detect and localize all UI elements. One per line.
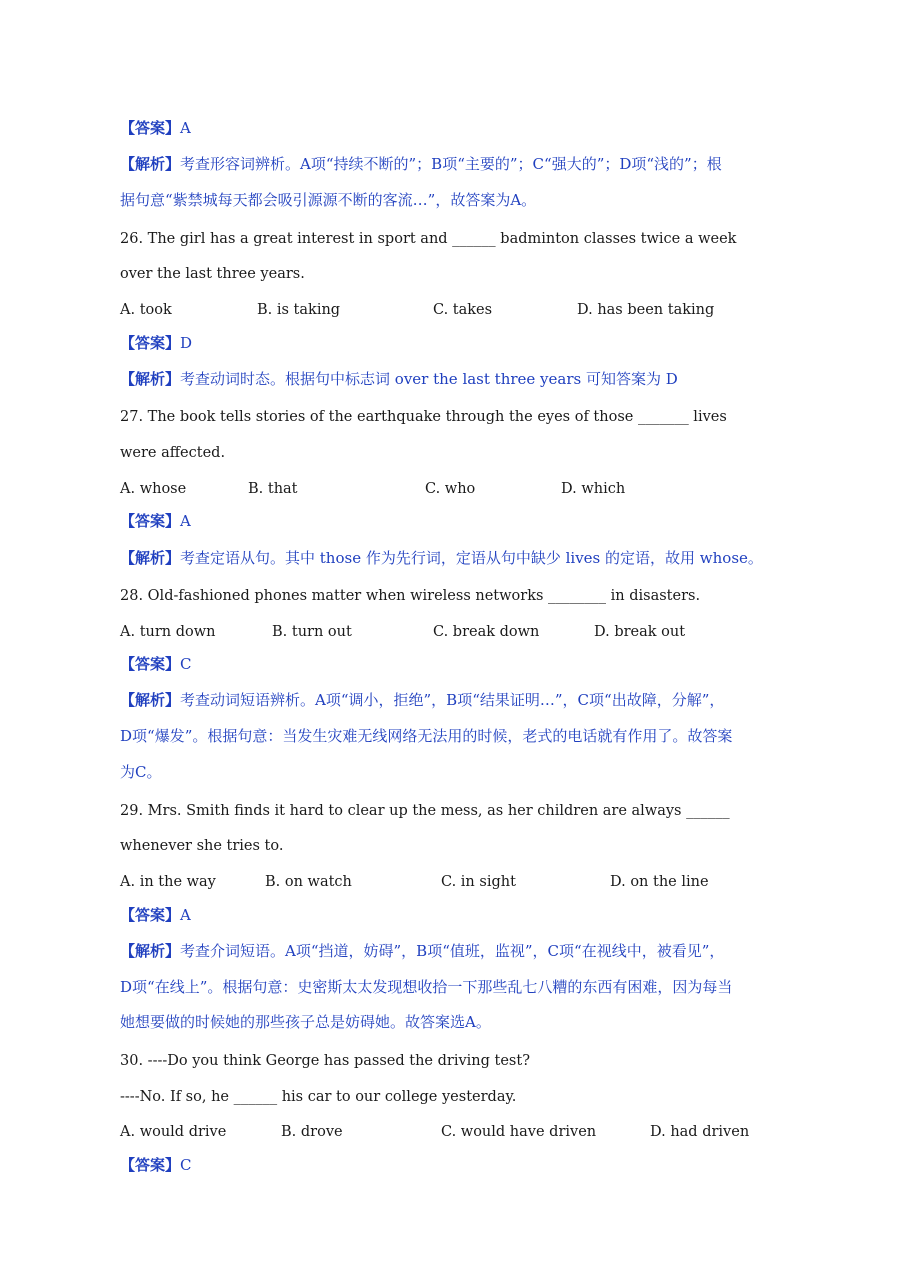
answer-value: A — [180, 906, 191, 924]
answer-tag: 【答案】 — [120, 1156, 181, 1174]
answer-tag: 【答案】 — [120, 334, 181, 352]
option-b: B. drove — [281, 1124, 343, 1140]
option-b: B. turn out — [272, 624, 352, 640]
analysis-text: 考查动词短语辨析。A项“调小，拒绝”，B项“结果证明…”，C项“出故障，分解”， — [180, 691, 725, 709]
option-b: B. is taking — [257, 302, 341, 318]
option-c: C. takes — [433, 302, 493, 318]
option-a: A. whose — [120, 481, 187, 497]
answer-line-26 — [120, 333, 192, 353]
analysis-text: 考查介词短语。A项“挡道，妨碍”，B项“值班，监视”，C项“在视线中，被看见”， — [180, 942, 725, 960]
answer-line-29 — [120, 905, 191, 925]
analysis-text: 考查形容词辨析。A项“持续不断的”；B项“主要的”；C“强大的”；D项“浅的”；根 — [180, 155, 722, 173]
option-d: D. which — [561, 481, 626, 497]
analysis-tag: 【解析】 — [120, 691, 181, 709]
analysis-line-29-2: D项“在线上”。根据句意：史密斯太太发现想收拾一下那些乱七八糟的东西有困难，因为每当 — [120, 978, 733, 996]
analysis-text: 考查定语从句。其中 those 作为先行词，定语从句中缺少 lives 的定语，故用 whose。 — [180, 549, 763, 567]
analysis-tag: 【解析】 — [120, 942, 181, 960]
answer-tag: 【答案】 — [120, 512, 181, 530]
analysis-line-29-1 — [120, 941, 724, 961]
option-c: C. break down — [433, 624, 540, 640]
option-c: C. in sight — [441, 874, 516, 890]
answer-tag: 【答案】 — [120, 655, 181, 673]
analysis-line-25-2: 据句意“紫禁城每天都会吸引源源不断的客流…”，故答案为A。 — [120, 191, 537, 209]
analysis-line-25-1 — [120, 154, 722, 174]
question-28-options — [120, 622, 800, 642]
question-30-stem-2: ----No. If so, he ______ his car to our college yesterday. — [120, 1089, 517, 1105]
answer-value: A — [180, 512, 191, 530]
answer-line-28 — [120, 654, 192, 674]
option-d: D. had driven — [650, 1124, 750, 1140]
analysis-line-28-2: D项“爆发”。根据句意：当发生灾难无线网络无法用的时候，老式的电话就有作用了。故答案 — [120, 727, 733, 745]
option-d: D. break out — [594, 624, 686, 640]
analysis-line-28-3: 为C。 — [120, 763, 162, 781]
option-c: C. would have driven — [441, 1124, 597, 1140]
question-30-options — [120, 1122, 800, 1142]
analysis-line-26-1 — [120, 369, 678, 389]
answer-line-25 — [120, 118, 191, 138]
option-b: B. on watch — [265, 874, 352, 890]
option-c: C. who — [425, 481, 476, 497]
answer-line-27 — [120, 511, 191, 531]
question-26-stem-1: 26. The girl has a great interest in sport and ______ badminton classes twice a week — [120, 231, 737, 247]
answer-tag: 【答案】 — [120, 119, 181, 137]
question-29-options — [120, 872, 800, 892]
question-30-stem-1: 30. ----Do you think George has passed the driving test? — [120, 1053, 530, 1069]
option-d: D. has been taking — [577, 302, 715, 318]
answer-value: C — [180, 1156, 192, 1174]
analysis-tag: 【解析】 — [120, 370, 181, 388]
analysis-line-27-1 — [120, 548, 763, 568]
option-a: A. turn down — [120, 624, 216, 640]
question-29-stem-2: whenever she tries to. — [120, 838, 284, 854]
answer-value: C — [180, 655, 192, 673]
question-26-stem-2: over the last three years. — [120, 266, 305, 282]
option-a: A. would drive — [120, 1124, 227, 1140]
answer-tag: 【答案】 — [120, 906, 181, 924]
analysis-line-28-1 — [120, 690, 724, 710]
option-a: A. took — [120, 302, 172, 318]
answer-value: A — [180, 119, 191, 137]
analysis-tag: 【解析】 — [120, 549, 181, 567]
answer-value: D — [180, 334, 193, 352]
option-b: B. that — [248, 481, 298, 497]
question-27-options — [120, 479, 800, 499]
question-27-stem-2: were affected. — [120, 445, 226, 461]
question-28-stem-1: 28. Old-fashioned phones matter when wireless networks ________ in disasters. — [120, 588, 701, 604]
analysis-text: 考查动词时态。根据句中标志词 over the last three years 可知答案为 D — [180, 370, 678, 388]
analysis-line-29-3: 她想要做的时候她的那些孩子总是妨碍她。故答案选A。 — [120, 1013, 491, 1031]
question-27-stem-1: 27. The book tells stories of the earthquake through the eyes of those _______ lives — [120, 409, 727, 425]
answer-line-30 — [120, 1155, 192, 1175]
option-d: D. on the line — [610, 874, 709, 890]
option-a: A. in the way — [120, 874, 216, 890]
analysis-tag: 【解析】 — [120, 155, 181, 173]
question-26-options — [120, 300, 800, 320]
question-29-stem-1: 29. Mrs. Smith finds it hard to clear up the mess, as her children are always ______ — [120, 803, 730, 819]
